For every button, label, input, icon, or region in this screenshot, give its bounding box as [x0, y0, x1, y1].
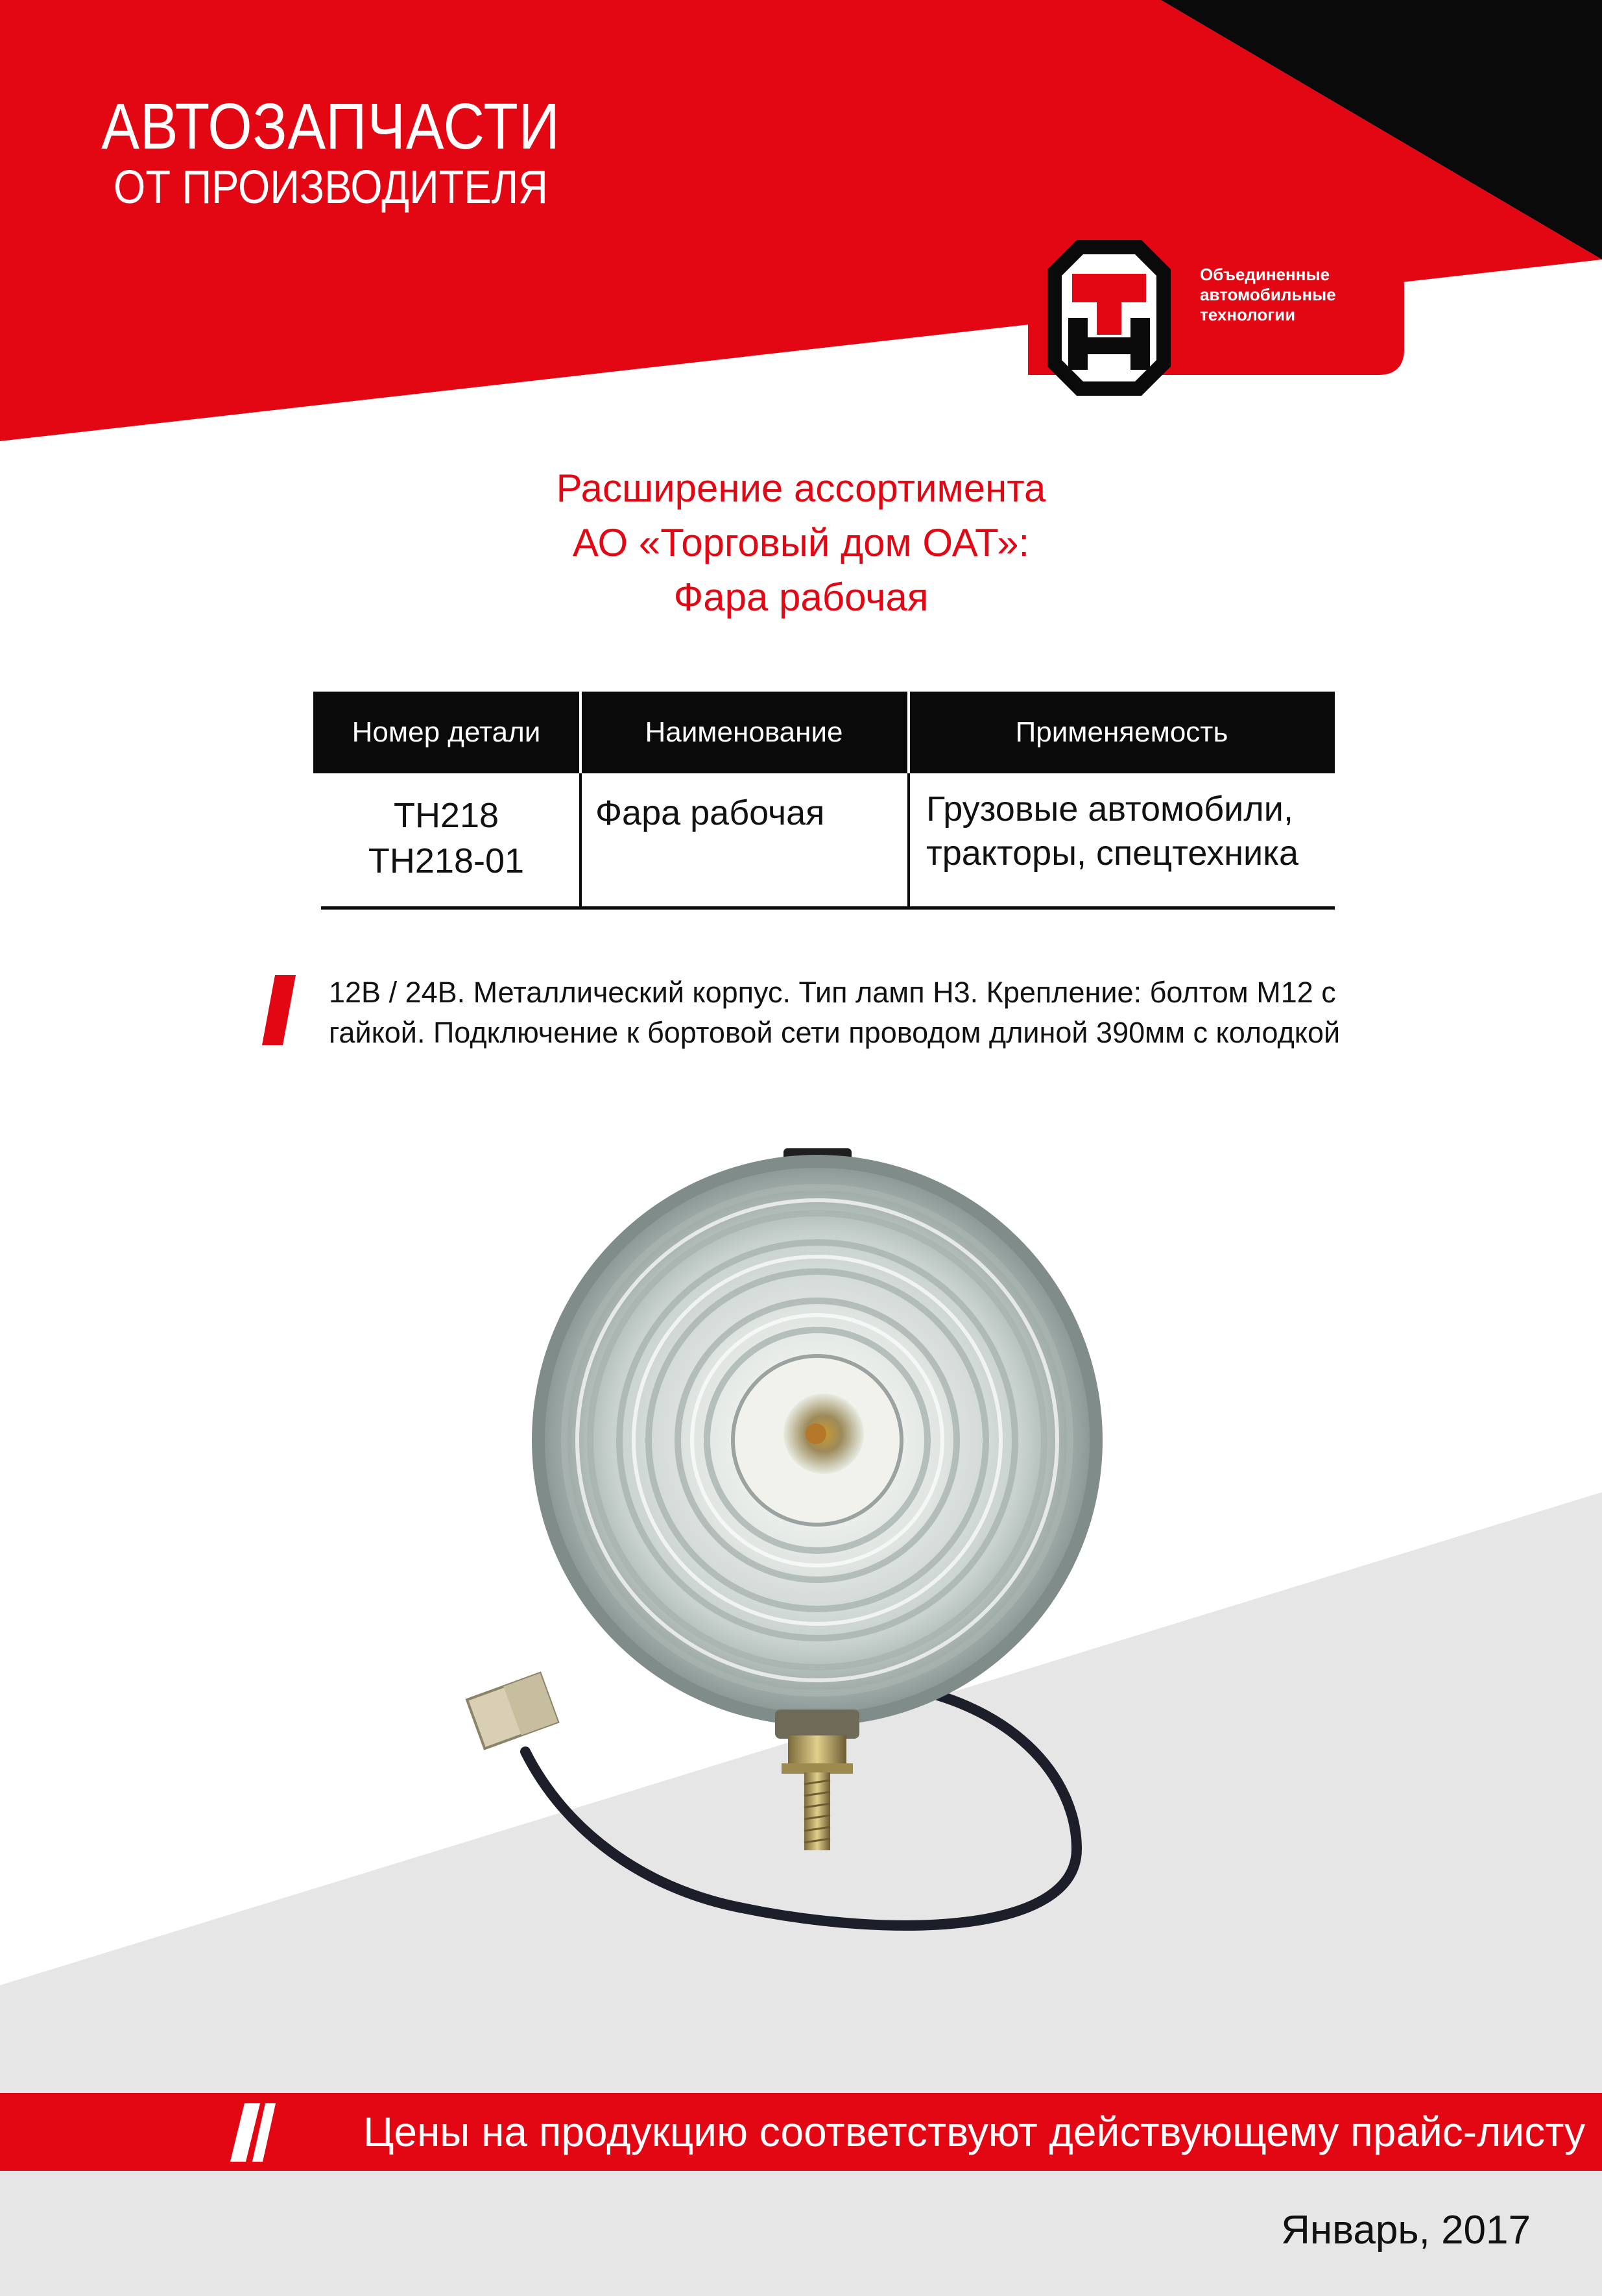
logo-text	[1200, 265, 1407, 325]
footer-slash-icon	[230, 2103, 276, 2162]
cable-connector	[467, 1673, 558, 1748]
product-name: Фара рабочая	[595, 793, 825, 832]
logo-text-line: технологии	[1200, 305, 1296, 324]
logo-text-line: Объединенные	[1200, 265, 1330, 284]
spec-text-line: 12В / 24В. Металлический корпус. Тип ламп Н3. Крепление: болтом М12 с	[329, 976, 1336, 1009]
red-slash-bullet-icon	[262, 975, 296, 1045]
column-header-part-number: Номер детали	[352, 716, 541, 748]
applicability-line: тракторы, спецтехника	[926, 834, 1299, 873]
subtitle-line: Расширение ассортимента	[556, 466, 1046, 510]
work-lamp-image	[428, 1129, 1206, 1946]
lamp-nut	[788, 1735, 846, 1765]
footer-text: Цены на продукцию соответствуют действующему прайс-листу	[363, 2109, 1586, 2155]
subtitle-line: Фара рабочая	[673, 575, 929, 619]
table-bottom-rule	[321, 906, 1335, 910]
lamp-filament	[806, 1423, 826, 1444]
part-number: ТН218-01	[368, 841, 525, 880]
document-date: Январь, 2017	[1281, 2208, 1531, 2253]
logo-text-line: автомобильные	[1200, 285, 1336, 304]
part-number: ТН218	[393, 796, 499, 835]
subtitle-line: АО «Торговый дом ОАТ»:	[572, 521, 1030, 564]
logo-t-stem	[1097, 302, 1121, 335]
header-divider	[579, 692, 582, 773]
applicability-line: Грузовые автомобили,	[926, 790, 1293, 828]
lamp-washer	[782, 1763, 853, 1774]
column-header-applicability: Применяемость	[1015, 716, 1228, 748]
header-title: АВТОЗАПЧАСТИ	[101, 90, 560, 163]
lamp-bracket	[775, 1710, 859, 1739]
header-divider	[907, 692, 910, 773]
header-subtitle: ОТ ПРОИЗВОДИТЕЛЯ	[114, 162, 548, 213]
spec-text-line: гайкой. Подключение к бортовой сети проводом длиной 390мм с колодкой	[329, 1016, 1341, 1049]
logo-t-top	[1072, 274, 1146, 302]
column-header-name: Наименование	[645, 716, 843, 748]
